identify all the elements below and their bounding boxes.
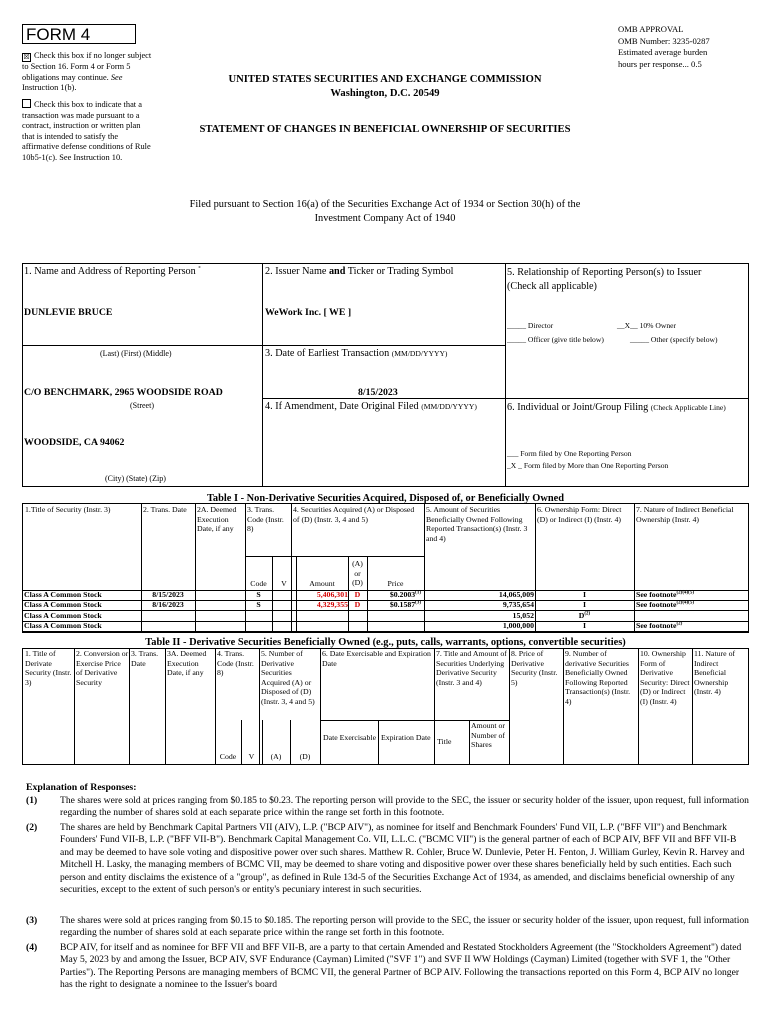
agency-block [170,73,600,100]
t1-cell-price: $0.2003$^{(1)}$ [389,590,421,599]
omb-approval: OMB APPROVAL OMB Number: 3235-0287 Estimated average burden hours per response... 0.5 [618,24,710,69]
box5-label: 5. Relationship of Reporting Person(s) to Issuer (Check all applicable) [507,267,702,292]
t2-sub-d: (D) [299,752,311,761]
t1-header-code: 3. Trans. Code (Instr. 8) [247,505,284,534]
reporter-name: DUNLEVIE BRUCE [24,307,113,318]
t1-cell-owned: 1,000,000 [502,621,534,630]
footnote-ref: (2) [676,621,683,627]
unchecked-box-icon [22,99,31,108]
t1-sub-code: Code [250,579,267,588]
earliest-date: 8/15/2023 [358,387,398,398]
rel-officer: _____ Officer (give title below) [507,335,604,344]
t1-cell-date: 8/16/2023 [152,600,184,609]
t1-header-date: 2. Trans. Date [143,505,187,514]
rel-director: _____ Director [507,321,554,330]
t1-header-amount-owned: 5. Amount of Securities Beneficially Owned Following Reported Transaction(s) (Instr. 3 and 4) [426,505,528,543]
table2-title: Table II - Derivative Securities Beneficially Owned (e.g., puts, calls, warrants, options, convertible securities) [145,637,626,648]
t2-sub-v: V [248,752,255,761]
t2-header-exercisable: 6. Date Exercisable and Expiration Date [322,649,431,668]
table1-title: Table I - Non-Derivative Securities Acquired, Disposed of, or Beneficially Owned [206,493,565,504]
issuer-name: WeWork Inc. [ WE ] [265,307,352,318]
filing-one-person: ___ Form filed by One Reporting Person [507,449,632,458]
t2-header-owned: 9. Number of derivative Securities Beneficially Owned Following Reported Transaction(s) (Instr. 4) [565,649,631,706]
t1-cell-form: $D^{(2)}$ [578,611,591,620]
name-caption: (Last) (First) (Middle) [100,349,172,358]
explanation-heading: Explanation of Responses: [26,782,137,793]
t2-header-price: 8. Price of Derivative Security (Instr. 5) [511,649,558,687]
t1-header-securities: 4. Securities Acquired (A) or Disposed of (D) (Instr. 3, 4 and 5) [293,505,415,524]
t1-cell-title: Class A Common Stock [24,611,102,620]
t1-cell-nature: See footnote$^{(2)(4)(5)}$ [636,600,694,609]
t2-header-conversion: 2. Conversion or Exercise Price of Derivative Security [76,649,129,687]
checked-box-icon: ☒ [23,53,30,61]
t1-cell-form: I [582,600,587,609]
footnote-ref: (2) [584,611,591,617]
agency-city: Washington, D.C. 20549 [330,87,440,99]
footnote-text: BCP AIV, for itself and as nominee for BFF VII and BFF VII-B, are a party to that certain Amended and Restated Stockholders Agreement (the "Stockholders Agreement") dated May 5, 2023 by and among the Issuer, BCP AIV, SVF Endurance (Cayman) Limited ("SVF 1") and SVF II WW Holdings (Cayman) Limited (together with SVF 1, the "Other Parties"). The Reporting Persons are managing members of BCMC VII, the general Partner of BCP AIV. Following the transactions reported on this Form 4, BCP AIV no longer has the right to designate a nominee to the Issuer's board [60,942,742,991]
t2-header-deemed: 3A. Deemed Execution Date, if any [167,649,207,678]
t1-sub-amount: Amount [309,579,335,588]
checkbox-10b5-1: Check this box to indicate that a transaction was made pursuant to a contract, instruction or written plan that is intended to satisfy the affirmative defense conditions of Rule 10b5-1(c). See Instruction 10. [22,100,151,162]
t1-cell-date: 8/15/2023 [152,590,184,599]
t1-cell-form: I [582,621,587,630]
footnote-ref: (1) [415,590,421,596]
t1-cell-owned: 14,065,009 [498,590,534,599]
rel-other: _____ Other (specify below) [630,335,718,344]
t2-header-code: 4. Trans. Code (Instr. 8) [217,649,254,678]
t2-sub-exercisable: Date Exercisable [323,733,377,742]
t2-header-number: 5. Number of Derivative Securities Acquired (A) or Disposed of (D) (Instr. 3, 4 and 5) [261,649,315,706]
t1-cell-ad: D [354,590,361,599]
form-title: FORM 4 [22,24,136,44]
t2-sub-a: (A) [270,752,282,761]
t1-cell-nature: See footnote$^{(2)(4)(5)}$ [636,590,694,599]
street-caption: (Street) [130,401,154,410]
t1-cell-owned: 15,052 [512,611,534,620]
box4-label: 4. If Amendment, Date Original Filed (MM/DD/YYYY) [265,401,477,412]
t1-sub-a-or-d: (A) or (D) [352,559,363,588]
footnote-number: (4) [26,942,38,953]
reporter-street: C/O BENCHMARK, 2965 WOODSIDE ROAD [24,387,223,398]
t1-cell-code: S [256,600,261,609]
t2-header-date: 3. Trans. Date [131,649,159,668]
t1-cell-nature: See footnote$^{(2)}$ [636,621,683,630]
t2-sub-title: Title [437,737,452,746]
t1-header-nature: 7. Nature of Indirect Beneficial Ownership (Instr. 4) [636,505,734,524]
footnote-text: The shares were sold at prices ranging from $0.15 to $0.185. The reporting person will provide to the SEC, the issuer or security holder of the issuer, upon request, full information regarding the number of shares sold at each separate price within the range set forth in this footnote. [60,915,749,939]
agency-name: UNITED STATES SECURITIES AND EXCHANGE COMMISSION [228,74,542,85]
t1-header-title: 1.Title of Security (Instr. 3) [25,505,111,514]
t2-header-underlying: 7. Title and Amount of Securities Underlying Derivative Security (Instr. 3 and 4) [436,649,507,687]
box1-label: 1. Name and Address of Reporting Person * [24,266,201,277]
t2-sub-amount: Amount or Number of Shares [471,721,506,750]
t1-cell-amount: 5,406,301 [316,590,348,599]
filed-pursuant: Filed pursuant to Section 16(a) of the Securities Exchange Act of 1934 or Section 30(h) of the Investment Company Act of 1940 [189,199,581,224]
t2-sub-expiration: Expiration Date [381,733,431,742]
box6-label: 6. Individual or Joint/Group Filing (Check Applicable Line) [507,402,726,413]
t1-sub-v: V [281,579,287,588]
t2-header-ownership-form: 10. Ownership Form of Derivative Security: Direct (D) or Indirect (I) (Instr. 4) [640,649,690,706]
t1-header-ownership: 6. Ownership Form: Direct (D) or Indirect (I) (Instr. 4) [537,505,622,524]
footnote-ref: (2)(4)(5) [676,600,694,606]
box2-label: 2. Issuer Name and Ticker or Trading Symbol [265,266,454,277]
statement-title: STATEMENT OF CHANGES IN BENEFICIAL OWNERSHIP OF SECURITIES [199,124,571,135]
t1-cell-price: $0.1587$^{(3)}$ [389,600,421,609]
filing-more-persons: _X _ Form filed by More than One Reporting Person [507,461,669,470]
rel-ten-percent: __X__ 10% Owner [617,321,677,330]
city-caption: (City) (State) (Zip) [105,474,166,483]
footnote-ref: (2)(4)(5) [676,590,694,596]
t1-cell-title: Class A Common Stock [24,600,102,609]
footnote-number: (3) [26,915,38,926]
t1-sub-price: Price [387,579,404,588]
t1-cell-code: S [256,590,261,599]
t1-cell-title: Class A Common Stock [24,621,102,630]
t1-cell-ad: D [354,600,361,609]
t1-header-deemed: 2A. Deemed Execution Date, if any [197,505,237,534]
t2-header-nature: 11. Nature of Indirect Beneficial Ownership (Instr. 4) [694,649,736,697]
t2-sub-code: Code [219,752,237,761]
t2-header-title: 1. Title of Derivate Security (Instr. 3) [25,649,72,687]
footnote-ref: (3) [415,600,421,606]
footnote-number: (1) [26,795,38,806]
box3-label: 3. Date of Earliest Transaction (MM/DD/YYYY) [265,348,448,359]
footnote-text: The shares were sold at prices ranging from $0.185 to $0.23. The reporting person will provide to the SEC, the issuer or security holder of the issuer, upon request, full information regarding the number of shares sold at each separate price within the range set forth in this footnote. [60,795,749,819]
checkbox-no-longer-subject: ☒ Check this box if no longer subject to Section 16. Form 4 or Form 5 obligations may continue. See Instruction 1(b). [22,51,152,93]
t1-cell-title: Class A Common Stock [24,590,102,599]
footnote-number: (2) [26,822,38,833]
reporter-city: WOODSIDE, CA 94062 [24,437,125,448]
t1-cell-amount: 4,329,355 [316,600,348,609]
footnote-text: The shares are held by Benchmark Capital Partners VII (AIV), L.P. ("BCP AIV"), as nominee for itself and Benchmark Founders' Fund VII, L.P. ("BFF VII") and Benchmark Founders' Fund VII-B, L.P. ("BFF VII-B"). Benchmark Capital Management Co. VII, L.L.C. ("BCMC VII") is the general partner of each of BCP AIV, BFF VII and BFF VII-B and may be deemed to have sole voting and dispositive power over such shares. Matthew R. Cohler, Bruce W. Dunlevie, Peter H. Fenton, J. William Gurley, Kevin R. Harvey and Mitchell H. Lasky, the managing members of BCMC VII, may be deemed to share voting and dispositive power over these shares beneficially held by such entities. Each such person and entity disclaims the existence of a "group", as defined in Rule 13d-5 of the Securities Exchange Act of 1934, as amended, and disclaims beneficial ownership of any securities, except to the extent of such person's or entity's pecuniary interest in such securities. [60,822,745,896]
t1-cell-form: I [582,590,587,599]
t1-cell-owned: 9,735,654 [502,600,534,609]
